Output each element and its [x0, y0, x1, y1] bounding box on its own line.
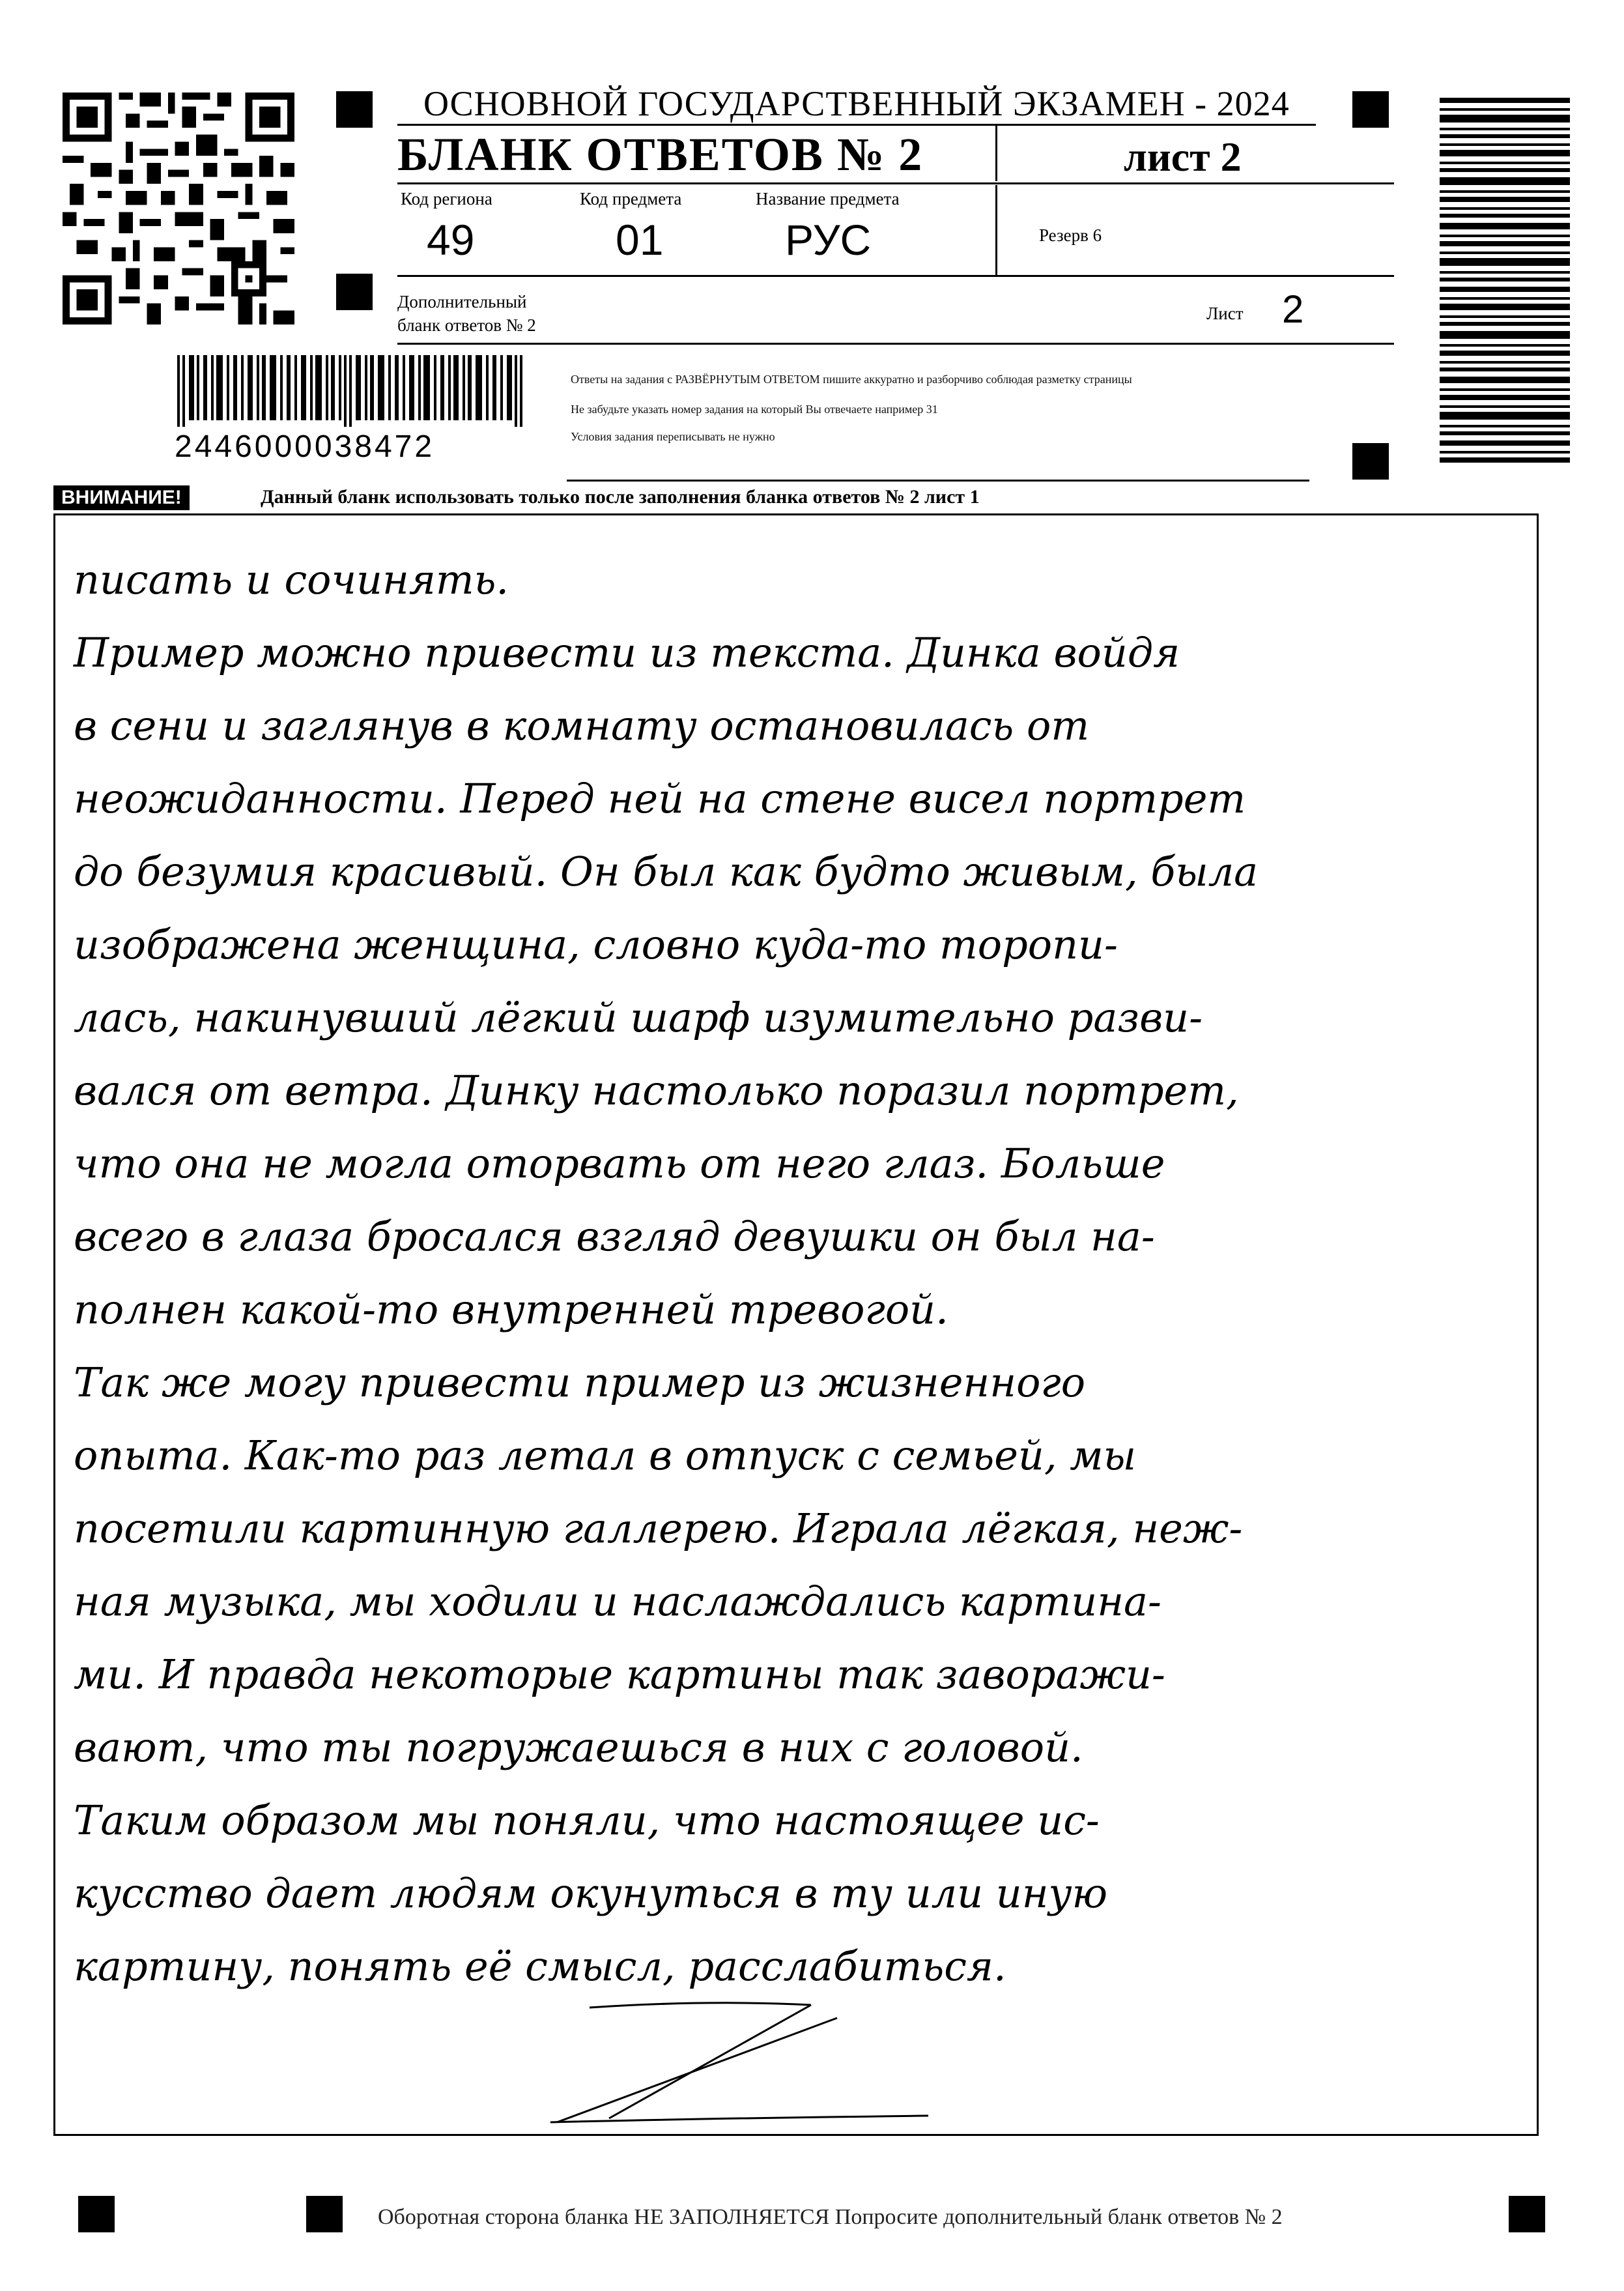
additional-label-1: Дополнительный [397, 292, 527, 311]
marker-square-bottom-1 [78, 2196, 115, 2232]
exam-title-underline [397, 124, 1316, 126]
answer-line: опыта. Как-то раз летал в отпуск с семьей, мы [74, 1432, 1137, 1479]
answer-line: ми. И правда некоторые картины так заворажи- [74, 1650, 1165, 1698]
additional-label-2: бланк ответов № 2 [397, 315, 536, 335]
instructions-underline [567, 480, 1309, 482]
sheet-label: Лист [1206, 304, 1244, 323]
footer-text: Оборотная сторона бланка НЕ ЗАПОЛНЯЕТСЯ Попросите дополнительный бланк ответов № 2 [378, 2205, 1283, 2229]
barcode-number: 2446000038472 [175, 429, 435, 464]
answer-line: картину, понять её смысл, расслабиться. [74, 1942, 1006, 1990]
reserve-label: Резерв 6 [1039, 225, 1102, 245]
marker-square-top-left [336, 91, 373, 128]
answer-line: Таким образом мы поняли, что настоящее ис- [74, 1796, 1100, 1844]
warning-text: Данный бланк использовать только после заполнения бланка ответов № 2 лист 1 [261, 486, 980, 508]
sheet-value: 2 [1282, 287, 1304, 331]
subject-name-label: Название предмета [756, 189, 900, 209]
marker-square-bottom-3 [1509, 2196, 1545, 2232]
answer-line: Пример можно привести из текста. Динка войдя [74, 629, 1180, 676]
answer-area [53, 513, 1539, 2136]
answer-line: полнен какой-то внутренней тревогой. [74, 1286, 948, 1333]
sheet-title: лист 2 [1124, 134, 1242, 180]
answer-line: кусство дает людям окунуться в ту или иную [74, 1869, 1108, 1917]
form-title: БЛАНК ОТВЕТОВ № 2 [397, 128, 924, 180]
subject-code-label: Код предмета [580, 189, 682, 209]
instruction-2: Не забудьте указать номер задания на который Вы отвечаете например 31 [571, 403, 938, 416]
subject-name-value: РУС [785, 216, 872, 264]
strike-z-mark [511, 1995, 941, 2125]
answer-line: посетили картинную галлерею. Играла лёгкая, неж- [74, 1505, 1243, 1552]
horizontal-barcode [177, 355, 522, 427]
instruction-3: Условия задания переписывать не нужно [571, 430, 775, 443]
instruction-1: Ответы на задания с РАЗВЁРНУТЫМ ОТВЕТОМ пишите аккуратно и разборчиво соблюдая разметку страницы [571, 373, 1132, 386]
marker-square-right [1352, 443, 1389, 480]
subject-code-value: 01 [616, 216, 664, 264]
fields-underline [397, 275, 1394, 277]
region-value: 49 [427, 216, 475, 264]
form-title-underline [397, 182, 1394, 184]
marker-square-top-right [1352, 91, 1389, 128]
answer-line: ная музыка, мы ходили и наслаждались картина- [74, 1578, 1161, 1625]
answer-line: вался от ветра. Динку настолько поразил портрет, [74, 1067, 1239, 1114]
additional-underline [397, 343, 1394, 345]
answer-line: Так же могу привести пример из жизненного [74, 1359, 1086, 1406]
vertical-barcode [1440, 98, 1570, 463]
marker-square-mid-left [336, 274, 373, 310]
title-divider-vertical [995, 125, 997, 181]
region-label: Код региона [401, 189, 492, 209]
answer-line: вают, что ты погружаешься в них с головой. [74, 1723, 1083, 1771]
answer-line: писать и сочинять. [74, 556, 509, 603]
answer-line: что она не могла оторвать от него глаз. Больше [74, 1140, 1165, 1187]
answer-line: лась, накинувший лёгкий шарф изумительно разви- [74, 994, 1203, 1041]
answer-line: неожиданности. Перед ней на стене висел портрет [74, 775, 1246, 822]
qr-code [63, 93, 294, 324]
fields-divider-vertical [995, 185, 997, 275]
warning-badge: ВНИМАНИЕ! [53, 485, 190, 510]
answer-line: до безумия красивый. Он был как будто живым, была [74, 848, 1259, 895]
marker-square-bottom-2 [306, 2196, 343, 2232]
answer-line: всего в глаза бросался взгляд девушки он был на- [74, 1213, 1155, 1260]
answer-line: изображена женщина, словно куда-то торопи- [74, 921, 1118, 968]
exam-title: ОСНОВНОЙ ГОСУДАРСТВЕННЫЙ ЭКЗАМЕН - 2024 [423, 84, 1290, 123]
answer-line: в сени и заглянув в комнату остановилась от [74, 702, 1090, 749]
